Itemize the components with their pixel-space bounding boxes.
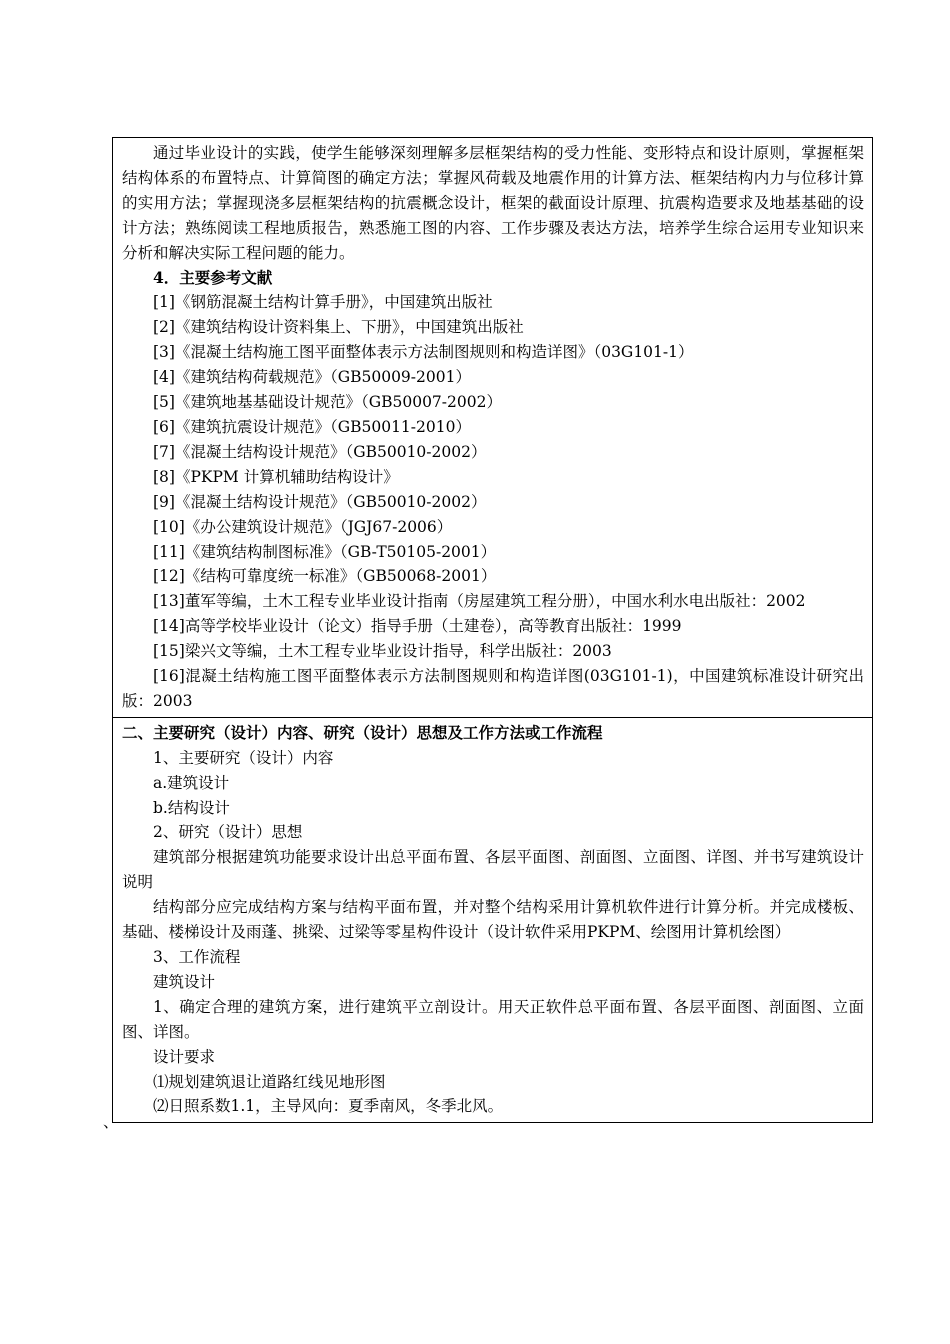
- idea-title: 2、研究（设计）思想: [153, 823, 303, 842]
- objectives-paragraph: 通过毕业设计的实践，使学生能够深刻理解多层框架结构的受力性能、变形特点和设计原则，掌握框架结构体系的布置特点、计算简图的确定方法；掌握风荷载及地震作用的计算方法、框架结构内力与位移计算的实用方法；掌握现浇多层框架结构的抗震概念设计，框架的截面设计原理、抗震构造要求及地基基础的设计方法；熟练阅读工程地质报告，熟悉施工图的内容、工作步骤及表达方法，培养学生综合运用专业知识来分析和解决实际工程问题的能力。: [122, 144, 864, 262]
- reference-item: [13]董军等编，土木工程专业毕业设计指南（房屋建筑工程分册），中国水利水电出版社：2002: [153, 592, 806, 611]
- document-table: [112, 137, 873, 1123]
- reference-item: [2]《建筑结构设计资料集上、下册》，中国建筑出版社: [153, 318, 524, 337]
- requirements-title: 设计要求: [153, 1047, 216, 1066]
- reference-item: [16]混凝土结构施工图平面整体表示方法制图规则和构造详图(03G101-1)，中国建筑标准设计研究出版：2003: [122, 667, 864, 710]
- reference-item: [10]《办公建筑设计规范》（JGJ67-2006）: [153, 517, 453, 536]
- content-item-b: b.结构设计: [153, 798, 230, 817]
- reference-item: [9]《混凝土结构设计规范》（GB50010-2002）: [153, 492, 487, 511]
- reference-item: [1]《钢筋混凝土结构计算手册》，中国建筑出版社: [153, 293, 493, 312]
- reference-item: [14]高等学校毕业设计（论文）指导手册（土建卷），高等教育出版社：1999: [153, 617, 682, 636]
- workflow-title: 3、工作流程: [153, 948, 241, 966]
- content-title: 1、主要研究（设计）内容: [153, 748, 334, 767]
- section-research-content: [113, 717, 872, 1123]
- workflow-architecture: 建筑设计: [153, 972, 216, 991]
- requirement-1: ⑴规划建筑退让道路红线见地形图: [153, 1072, 386, 1091]
- workflow-step-1: 1、确定合理的建筑方案，进行建筑平立剖设计。用天正软件总平面布置、各层平面图、剖面图、立面图、详图。: [122, 997, 864, 1041]
- reference-list: [122, 290, 864, 713]
- reference-item: [6]《建筑抗震设计规范》（GB50011-2010）: [153, 417, 471, 436]
- section-objectives-and-references: [113, 138, 872, 717]
- reference-item: [4]《建筑结构荷载规范》（GB50009-2001）: [153, 368, 471, 387]
- reference-item: [8]《PKPM 计算机辅助结构设计》: [153, 467, 399, 486]
- requirement-2: ⑵日照系数1.1，主导风向：夏季南风，冬季北风。: [153, 1097, 504, 1116]
- content-item-a: a.建筑设计: [153, 773, 230, 792]
- reference-item: [11]《建筑结构制图标准》（GB-T50105-2001）: [153, 542, 497, 561]
- idea-structure-paragraph: 结构部分应完成结构方案与结构平面布置，并对整个结构采用计算机软件进行计算分析。并完成楼板、基础、楼梯设计及雨蓬、挑梁、过梁等零星构件设计（设计软件采用PKPM、绘图用计算机绘图）: [122, 898, 864, 942]
- references-heading: 4．主要参考文献: [153, 267, 273, 287]
- reference-item: [12]《结构可靠度统一标准》（GB50068-2001）: [153, 567, 497, 586]
- stray-punctuation-mark: 、: [103, 1113, 119, 1131]
- idea-architecture-paragraph: 建筑部分根据建筑功能要求设计出总平面布置、各层平面图、剖面图、立面图、详图、并书写建筑设计说明: [122, 848, 864, 892]
- section2-heading: 二、主要研究（设计）内容、研究（设计）思想及工作方法或工作流程: [122, 722, 603, 742]
- reference-item: [3]《混凝土结构施工图平面整体表示方法制图规则和构造详图》（03G101-1）: [153, 343, 694, 362]
- reference-item: [7]《混凝土结构设计规范》（GB50010-2002）: [153, 442, 487, 461]
- reference-item: [15]梁兴文等编，土木工程专业毕业设计指导，科学出版社：2003: [153, 642, 612, 661]
- reference-item: [5]《建筑地基基础设计规范》（GB50007-2002）: [153, 393, 502, 412]
